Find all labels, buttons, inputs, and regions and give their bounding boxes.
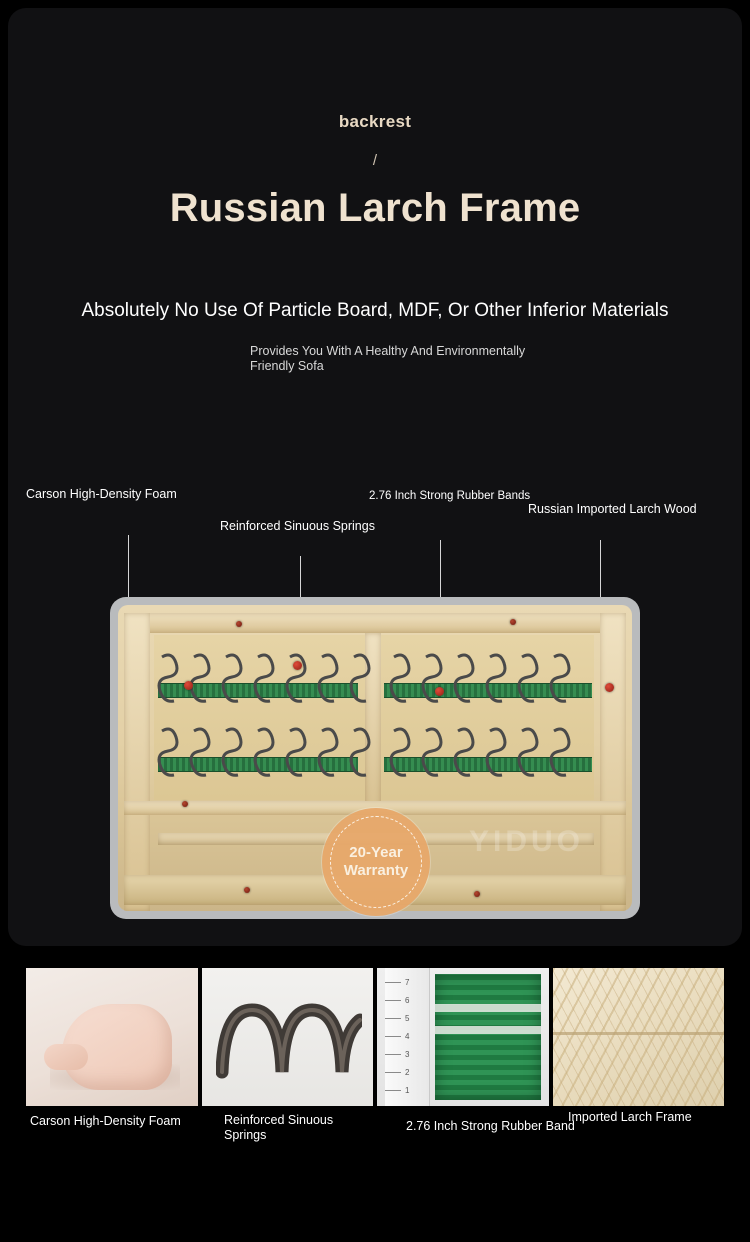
callout-springs: Reinforced Sinuous Springs: [220, 519, 375, 533]
page-title: Russian Larch Frame: [169, 186, 581, 230]
callout-rubber-bands: 2.76 Inch Strong Rubber Bands: [369, 490, 531, 502]
screw-small-3: [182, 801, 188, 807]
thumbnail-caption-rubber-band: 2.76 Inch Strong Rubber Band: [406, 1119, 575, 1133]
screw-small-2: [510, 619, 516, 625]
screw-small-1: [236, 621, 242, 627]
sinuous-springs-lower: [154, 727, 594, 797]
frame-rail-left: [124, 613, 150, 911]
thumbnail-rubber-band[interactable]: [377, 968, 549, 1106]
sinuous-spring-icon: [216, 994, 362, 1084]
divider-slash: /: [372, 152, 378, 169]
screw-small-4: [244, 887, 250, 893]
note-text: Provides You With A Healthy And Environmentally Friendly Sofa: [250, 344, 526, 373]
thumbnail-foam[interactable]: [26, 968, 198, 1106]
warranty-badge: [322, 808, 430, 916]
wood-joint-line: [553, 1032, 725, 1035]
sinuous-springs-upper: [154, 653, 594, 723]
warranty-line-2: Warranty: [343, 862, 409, 879]
callout-larch-wood: Russian Imported Larch Wood: [528, 502, 697, 516]
thumbnail-caption-larch: Imported Larch Frame: [568, 1110, 692, 1124]
screw-marker-center: [293, 661, 302, 670]
thumbnail-springs[interactable]: [202, 968, 374, 1106]
thumbnail-caption-springs: Reinforced Sinuous Springs: [224, 1113, 334, 1142]
frame-rail-right: [600, 613, 626, 911]
warranty-badge-text: [344, 844, 408, 880]
thumbnail-strip: [26, 968, 724, 1106]
screw-marker-right: [435, 687, 444, 696]
callout-foam: Carson High-Density Foam: [26, 487, 177, 501]
thumbnail-caption-foam: Carson High-Density Foam: [30, 1114, 181, 1128]
screw-marker-left: [184, 681, 193, 690]
screw-small-5: [474, 891, 480, 897]
warranty-line-1: 20-Year: [349, 844, 403, 861]
larch-wood-grain-icon: [553, 968, 725, 1106]
subtitle-text: Absolutely No Use Of Particle Board, MDF, Or Other Inferior Materials: [81, 300, 669, 321]
hand-pressing-foam-icon: [62, 1004, 172, 1090]
frame-rail-top: [124, 613, 626, 633]
ruler-icon: 7 6 5 4 3 2 1: [385, 968, 430, 1106]
screw-marker-far-right: [605, 683, 614, 692]
rubber-band-sample: [435, 974, 541, 1100]
eyebrow-label: backrest: [338, 112, 412, 131]
thumbnail-larch-wood[interactable]: [553, 968, 725, 1106]
warranty-badge-ring: [330, 816, 422, 908]
watermark-text: YIDUO: [468, 825, 584, 858]
